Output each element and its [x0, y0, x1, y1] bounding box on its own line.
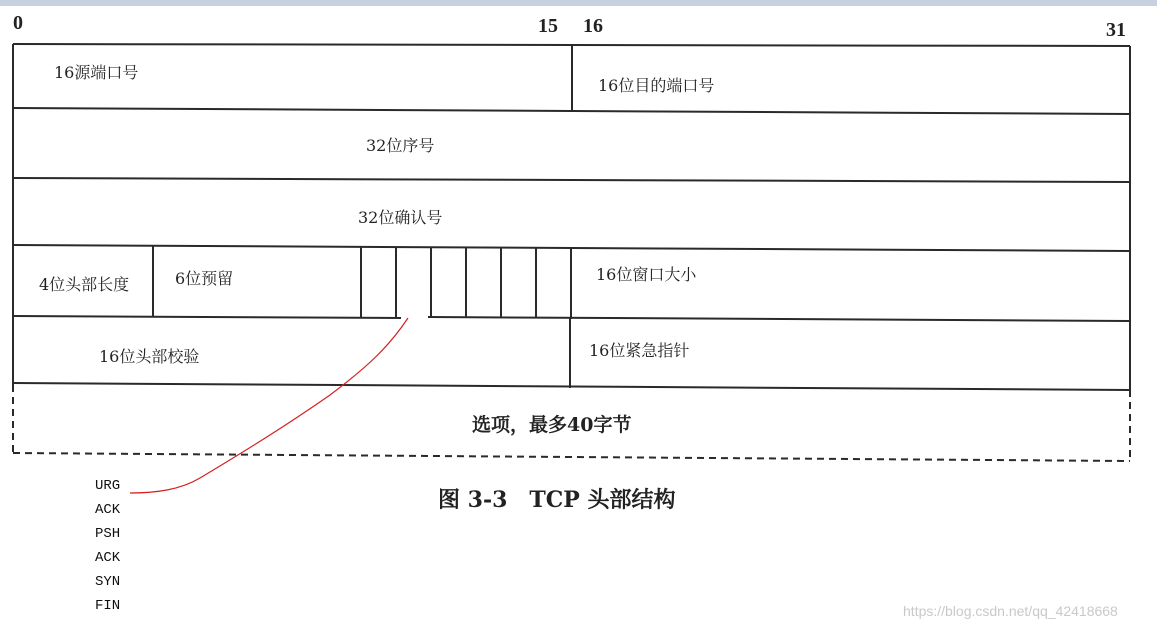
field-urgent-pointer: 16位紧急指针: [589, 341, 690, 360]
field-header-length: 4位头部长度: [39, 275, 130, 294]
flag-psh: PSH: [95, 526, 121, 542]
flag-urg: URG: [95, 478, 121, 494]
watermark: https://blog.csdn.net/qq_42418668: [903, 603, 1118, 619]
field-sequence-number: 32位序号: [366, 136, 435, 155]
bit-label-0: 0: [13, 12, 23, 34]
field-destination-port: 16位目的端口号: [598, 76, 715, 95]
row5-bottom-border: [13, 383, 1130, 390]
flag-ack: ACK: [95, 502, 121, 518]
flag-fin: FIN: [95, 598, 121, 614]
flag-ack-2: ACK: [95, 550, 121, 566]
flag-syn: SYN: [95, 574, 121, 590]
bit-label-31: 31: [1106, 19, 1126, 41]
field-window-size: 16位窗口大小: [596, 265, 697, 284]
row2-bottom-border: [13, 178, 1130, 182]
field-ack-number: 32位确认号: [358, 208, 443, 227]
bit-label-16: 16: [583, 15, 603, 37]
options-bottom-dashed: [13, 453, 1130, 461]
field-reserved: 6位预留: [175, 269, 234, 288]
row4-bottom-border-left: [13, 316, 401, 318]
field-source-port: 16源端口号: [54, 63, 139, 82]
field-checksum: 16位头部校验: [99, 347, 200, 366]
field-options: 选项，最多40字节: [472, 414, 632, 436]
figure-caption: 图 3-3 TCP 头部结构: [438, 487, 676, 513]
bit-label-15: 15: [538, 15, 558, 37]
row4-bottom-border-right: [428, 317, 1130, 321]
